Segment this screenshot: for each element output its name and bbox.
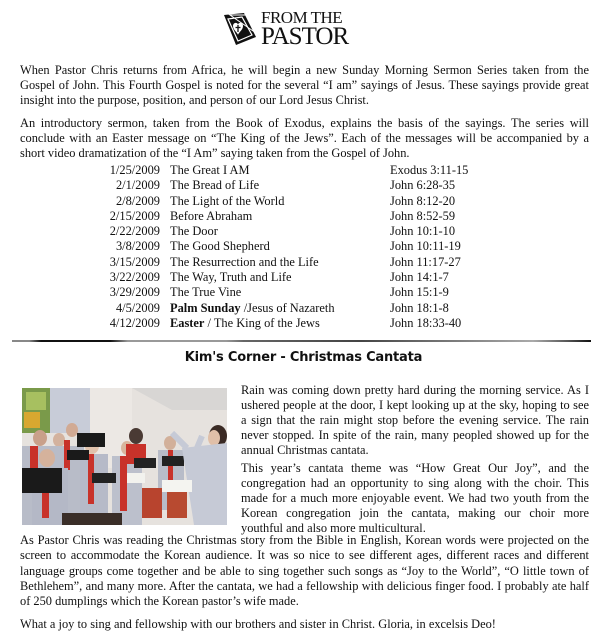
schedule-date: 3/22/2009	[109, 270, 160, 285]
kims-corner-title: Kim's Corner - Christmas Cantata	[184, 350, 423, 365]
schedule-reference: John 10:11-19	[390, 239, 461, 254]
choir-photo-image	[22, 388, 227, 525]
schedule-row	[100, 209, 500, 224]
section-divider	[12, 340, 591, 342]
pastor-paragraph-1: When Pastor Chris returns from Africa, he will begin a new Sunday Morning Sermon Series taken from the Gospel of John. This Fourth Gospel is noted for the several “I am” sayings of Jesus. These sayings provide great insight into the purpose, position, and person of our Lord Jesus Christ.	[20, 63, 589, 108]
schedule-row	[100, 224, 500, 239]
kim-paragraph-1: Rain was coming down pretty hard during the morning service. As I ushered people at the door, I kept looking up at the sky, hoping to see a sign that the rain might stop before the evening service. The rain never stopped. In spite of the rain, many peopled showed up for the annual Christmas cantata.	[241, 383, 589, 458]
schedule-reference: John 8:12-20	[390, 193, 456, 208]
schedule-date: 3/15/2009	[109, 254, 160, 269]
schedule-title: Easter / The King of the Jews	[170, 315, 320, 330]
schedule-row	[100, 194, 500, 209]
schedule-title: The True Vine	[170, 285, 242, 300]
schedule-date: 2/15/2009	[109, 208, 160, 223]
schedule-title: The Great I AM	[170, 163, 250, 177]
schedule-date: 4/5/2009	[115, 300, 160, 315]
schedule-row	[100, 239, 500, 254]
schedule-reference: John 18:1-8	[390, 300, 449, 315]
schedule-title: Before Abraham	[170, 208, 253, 223]
schedule-reference: John 15:1-9	[390, 285, 449, 300]
schedule-date: 2/22/2009	[109, 224, 160, 239]
schedule-reference: John 14:1-7	[390, 270, 449, 285]
schedule-date: 3/8/2009	[115, 239, 160, 254]
from-the-pastor-logo	[222, 7, 349, 50]
schedule-title: The Door	[170, 224, 218, 239]
schedule-title: The Resurrection and the Life	[170, 254, 319, 269]
schedule-row	[100, 270, 500, 285]
kim-paragraph-2: This year’s cantata theme was “How Great Our Joy”, and the congregation had an opportunity to sing along with the choir. This made for a much more enjoyable event. We had two youth from the Korean congregation join the cantata, making our choir more youthful and also more multicultural.	[241, 461, 589, 536]
kim-paragraph-4: What a joy to sing and fellowship with our brothers and sister in Christ. Gloria, in excelsis Deo!	[20, 617, 496, 631]
bible-heart-icon	[222, 11, 258, 47]
choir-photo	[22, 388, 227, 525]
logo-line-1: FROM THE	[261, 7, 343, 27]
schedule-row	[100, 301, 500, 316]
schedule-title: The Bread of Life	[170, 178, 260, 193]
kim-paragraph-3: As Pastor Chris was reading the Christmas story from the Bible in English, Korean words were projected on the screen to accommodate the Korean audience. It was so nice to see different ages, different races and different language groups come together and be able to sing together such songs as “Joy to the World”, “O little town of Bethlehem”, and many more. After the cantata, we had a fellowship with delicious finger food. I probably ate half of 250 dumplings which the Korean pastor’s wife made.	[20, 533, 589, 609]
sermon-schedule	[100, 163, 500, 331]
schedule-reference: Exodus 3:11-15	[390, 163, 469, 177]
schedule-reference: John 11:17-27	[390, 254, 461, 269]
schedule-row	[100, 178, 500, 193]
pastor-paragraph-2: An introductory sermon, taken from the Book of Exodus, explains the basis of the sayings. The series will conclude with an Easter message on “The King of the Jews”. Each of the messages will be accompanied by a short video dramatization of the “I Am” saying taken from the Gospel of John.	[20, 116, 589, 161]
schedule-row	[100, 285, 500, 300]
schedule-reference: John 6:28-35	[390, 178, 456, 193]
schedule-title: The Way, Truth and Life	[170, 270, 292, 285]
schedule-row	[100, 316, 500, 331]
schedule-date: 2/1/2009	[115, 178, 160, 193]
logo-line-2: PASTOR	[261, 22, 349, 50]
schedule-date: 2/8/2009	[115, 193, 160, 208]
schedule-title: The Light of the World	[170, 193, 285, 208]
schedule-title: The Good Shepherd	[170, 239, 270, 254]
schedule-reference: John 8:52-59	[390, 208, 456, 223]
schedule-row	[100, 163, 500, 178]
logo-wordmark	[261, 7, 349, 50]
schedule-date: 3/29/2009	[109, 285, 160, 300]
schedule-title: Palm Sunday /Jesus of Nazareth	[170, 300, 335, 315]
schedule-date: 1/25/2009	[109, 163, 160, 177]
schedule-reference: John 18:33-40	[390, 315, 462, 330]
schedule-date: 4/12/2009	[109, 315, 160, 330]
schedule-reference: John 10:1-10	[390, 224, 456, 239]
schedule-row	[100, 255, 500, 270]
